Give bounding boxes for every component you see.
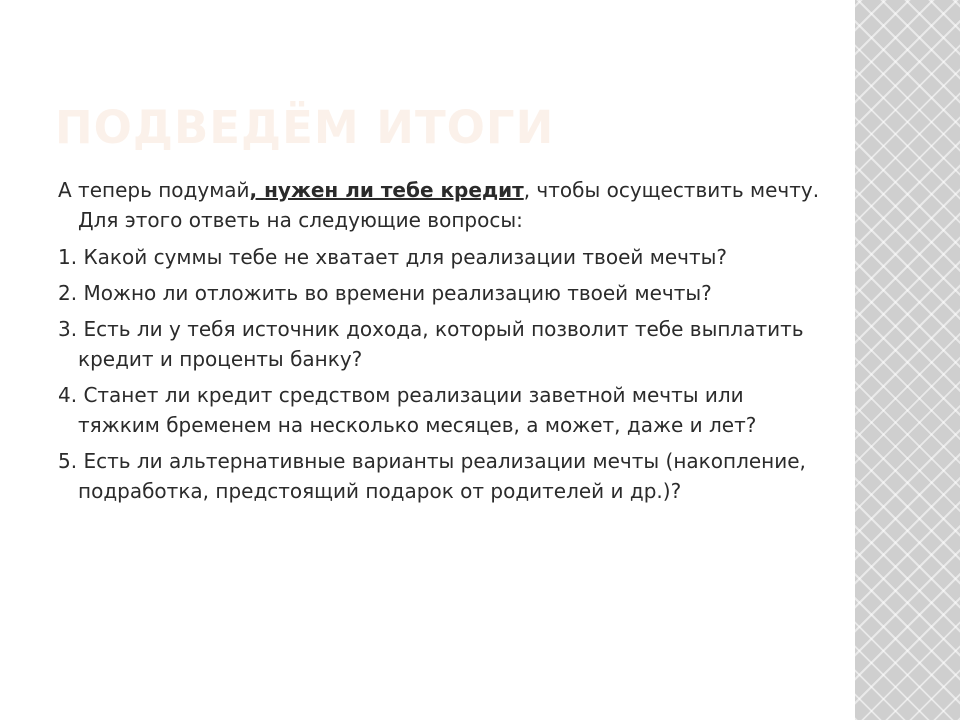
intro-paragraph [58, 175, 828, 235]
question-1: 1. Какой суммы тебе не хватает для реализации твоей мечты? [58, 245, 728, 269]
decorative-side-panel [855, 0, 960, 720]
intro-text-end: , чтобы осуществить мечту. Для этого ответь на следующие вопросы: [78, 178, 820, 232]
slide-title: ПОДВЕДЁМ ИТОГИ [55, 101, 555, 154]
intro-emphasis: , нужен ли тебе кредит [249, 178, 524, 202]
question-3: 3. Есть ли у тебя источник дохода, который позволит тебе выплатить кредит и проценты банку? [58, 317, 804, 371]
slide-content [58, 175, 828, 512]
intro-text: А теперь подумай [58, 178, 250, 202]
question-4: 4. Станет ли кредит средством реализации заветной мечты или тяжким бременем на несколько месяцев, а может, даже и лет? [58, 383, 757, 437]
question-2: 2. Можно ли отложить во времени реализацию твоей мечты? [58, 281, 712, 305]
question-5: 5. Есть ли альтернативные варианты реализации мечты (накопление, подработка, предстоящий подарок от родителей и др.)? [58, 449, 806, 503]
